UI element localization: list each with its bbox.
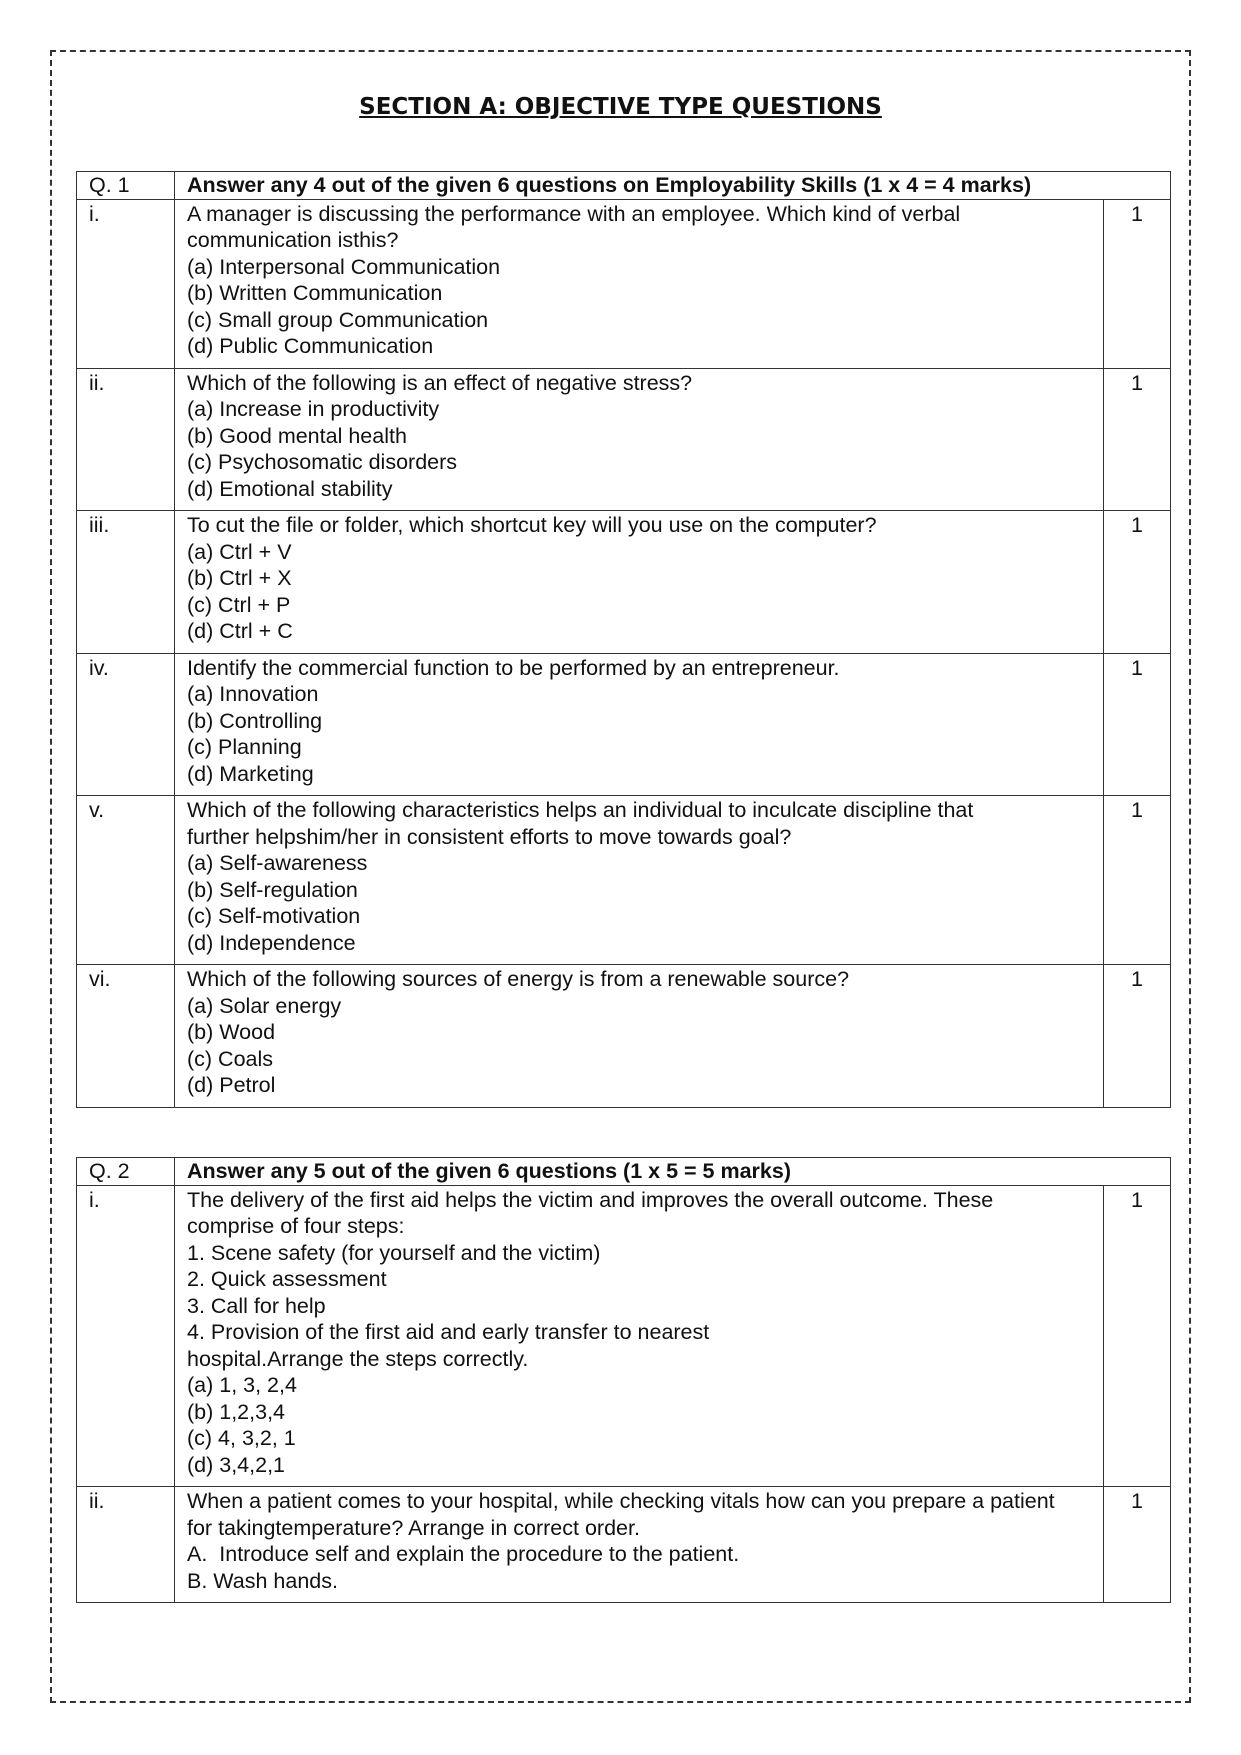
option-line: (c) Planning — [187, 735, 302, 759]
option-line: (b) Written Communication — [187, 281, 443, 305]
question-row — [77, 796, 1171, 965]
option-line: A. Introduce self and explain the procedure to the patient. — [187, 1542, 740, 1566]
q1-body — [77, 172, 1171, 1108]
question-text-line: A manager is discussing the performance with an employee. Which kind of verbal — [187, 201, 961, 226]
item-number: i. — [77, 1185, 175, 1487]
question-row — [77, 1487, 1171, 1603]
question-table-q1 — [76, 171, 1171, 1108]
option-line: (c) Coals — [187, 1046, 274, 1071]
option-line: 2. Quick assessment — [187, 1267, 387, 1291]
question-text-line: To cut the file or folder, which shortcut key will you use on the computer? — [187, 513, 877, 537]
option-line: (d) Public Communication — [187, 334, 434, 358]
question-table-q2 — [76, 1157, 1171, 1603]
option-line: (a) 1, 3, 2,4 — [187, 1373, 297, 1397]
question-text-line: Which of the following is an effect of negative stress? — [187, 370, 693, 395]
question-text-line: When a patient comes to your hospital, while checking vitals how can you prepare a patient — [187, 1489, 1055, 1513]
option-line: (b) 1,2,3,4 — [187, 1399, 285, 1424]
option-line: (b) Good mental health — [187, 423, 407, 448]
item-marks: 1 — [1104, 1185, 1171, 1487]
option-line: (d) 3,4,2,1 — [187, 1452, 285, 1477]
option-line: (d) Ctrl + C — [187, 619, 293, 643]
option-line: (a) Self-awareness — [187, 851, 368, 875]
option-line: (c) Self-motivation — [187, 904, 361, 928]
item-number: vi. — [77, 965, 175, 1108]
option-line: (c) Small group Communication — [187, 307, 489, 332]
option-line: (b) Wood — [187, 1020, 276, 1044]
question-instruction: Answer any 5 out of the given 6 questions (1 x 5 = 5 marks) — [175, 1158, 1171, 1186]
option-line: comprise of four steps: — [187, 1214, 405, 1238]
question-text-line: Which of the following sources of energy is from a renewable source? — [187, 967, 850, 991]
question-instruction: Answer any 4 out of the given 6 questions on Employability Skills (1 x 4 = 4 marks) — [175, 172, 1171, 200]
question-row — [77, 199, 1171, 368]
q2-header-row — [77, 1158, 1171, 1186]
option-line: (b) Controlling — [187, 708, 323, 733]
item-number: i. — [77, 199, 175, 368]
option-line: (d) Emotional stability — [187, 476, 393, 501]
item-text — [175, 965, 1104, 1108]
item-text — [175, 368, 1104, 511]
option-line: 3. Call for help — [187, 1293, 326, 1318]
option-line: (a) Innovation — [187, 682, 319, 706]
option-line: 4. Provision of the first aid and early transfer to nearest — [187, 1320, 710, 1344]
question-text-line: Identify the commercial function to be performed by an entrepreneur. — [187, 655, 840, 680]
option-line: (b) Self-regulation — [187, 877, 358, 902]
option-line: hospital.Arrange the steps correctly. — [187, 1346, 529, 1371]
option-line: B. Wash hands. — [187, 1568, 338, 1593]
question-row — [77, 368, 1171, 511]
option-line: (c) Ctrl + P — [187, 592, 291, 617]
question-number: Q. 2 — [77, 1158, 175, 1186]
item-marks: 1 — [1104, 199, 1171, 368]
item-text — [175, 511, 1104, 654]
item-marks: 1 — [1104, 511, 1171, 654]
item-number: ii. — [77, 1487, 175, 1603]
section-title: SECTION A: OBJECTIVE TYPE QUESTIONS — [359, 94, 882, 120]
option-line: further helpshim/her in consistent efforts to move towards goal? — [187, 824, 792, 849]
item-number: iv. — [77, 653, 175, 796]
item-text — [175, 796, 1104, 965]
option-line: communication isthis? — [187, 228, 399, 252]
option-line: (a) Ctrl + V — [187, 539, 292, 564]
option-line: (a) Interpersonal Communication — [187, 254, 501, 279]
item-marks: 1 — [1104, 1487, 1171, 1603]
q1-header-row — [77, 172, 1171, 200]
option-line: (d) Independence — [187, 930, 356, 955]
option-line: (b) Ctrl + X — [187, 566, 292, 590]
option-line: (c) Psychosomatic disorders — [187, 450, 458, 474]
question-row — [77, 965, 1171, 1108]
item-number: iii. — [77, 511, 175, 654]
question-row — [77, 653, 1171, 796]
question-text-line: Which of the following characteristics helps an individual to inculcate discipline that — [187, 798, 974, 822]
item-text — [175, 199, 1104, 368]
option-line: for takingtemperature? Arrange in correct order. — [187, 1515, 640, 1540]
item-text — [175, 653, 1104, 796]
question-number: Q. 1 — [77, 172, 175, 200]
item-marks: 1 — [1104, 965, 1171, 1108]
option-line: (a) Solar energy — [187, 993, 342, 1018]
item-number: ii. — [77, 368, 175, 511]
item-marks: 1 — [1104, 653, 1171, 796]
question-row — [77, 1185, 1171, 1487]
item-text — [175, 1185, 1104, 1487]
q2-body — [77, 1158, 1171, 1603]
option-line: 1. Scene safety (for yourself and the victim) — [187, 1240, 601, 1265]
option-line: (d) Petrol — [187, 1073, 276, 1097]
item-text — [175, 1487, 1104, 1603]
question-text-line: The delivery of the first aid helps the victim and improves the overall outcome. These — [187, 1187, 994, 1212]
option-line: (a) Increase in productivity — [187, 397, 440, 421]
item-marks: 1 — [1104, 368, 1171, 511]
item-number: v. — [77, 796, 175, 965]
option-line: (d) Marketing — [187, 761, 314, 786]
item-marks: 1 — [1104, 796, 1171, 965]
question-row — [77, 511, 1171, 654]
option-line: (c) 4, 3,2, 1 — [187, 1426, 296, 1450]
